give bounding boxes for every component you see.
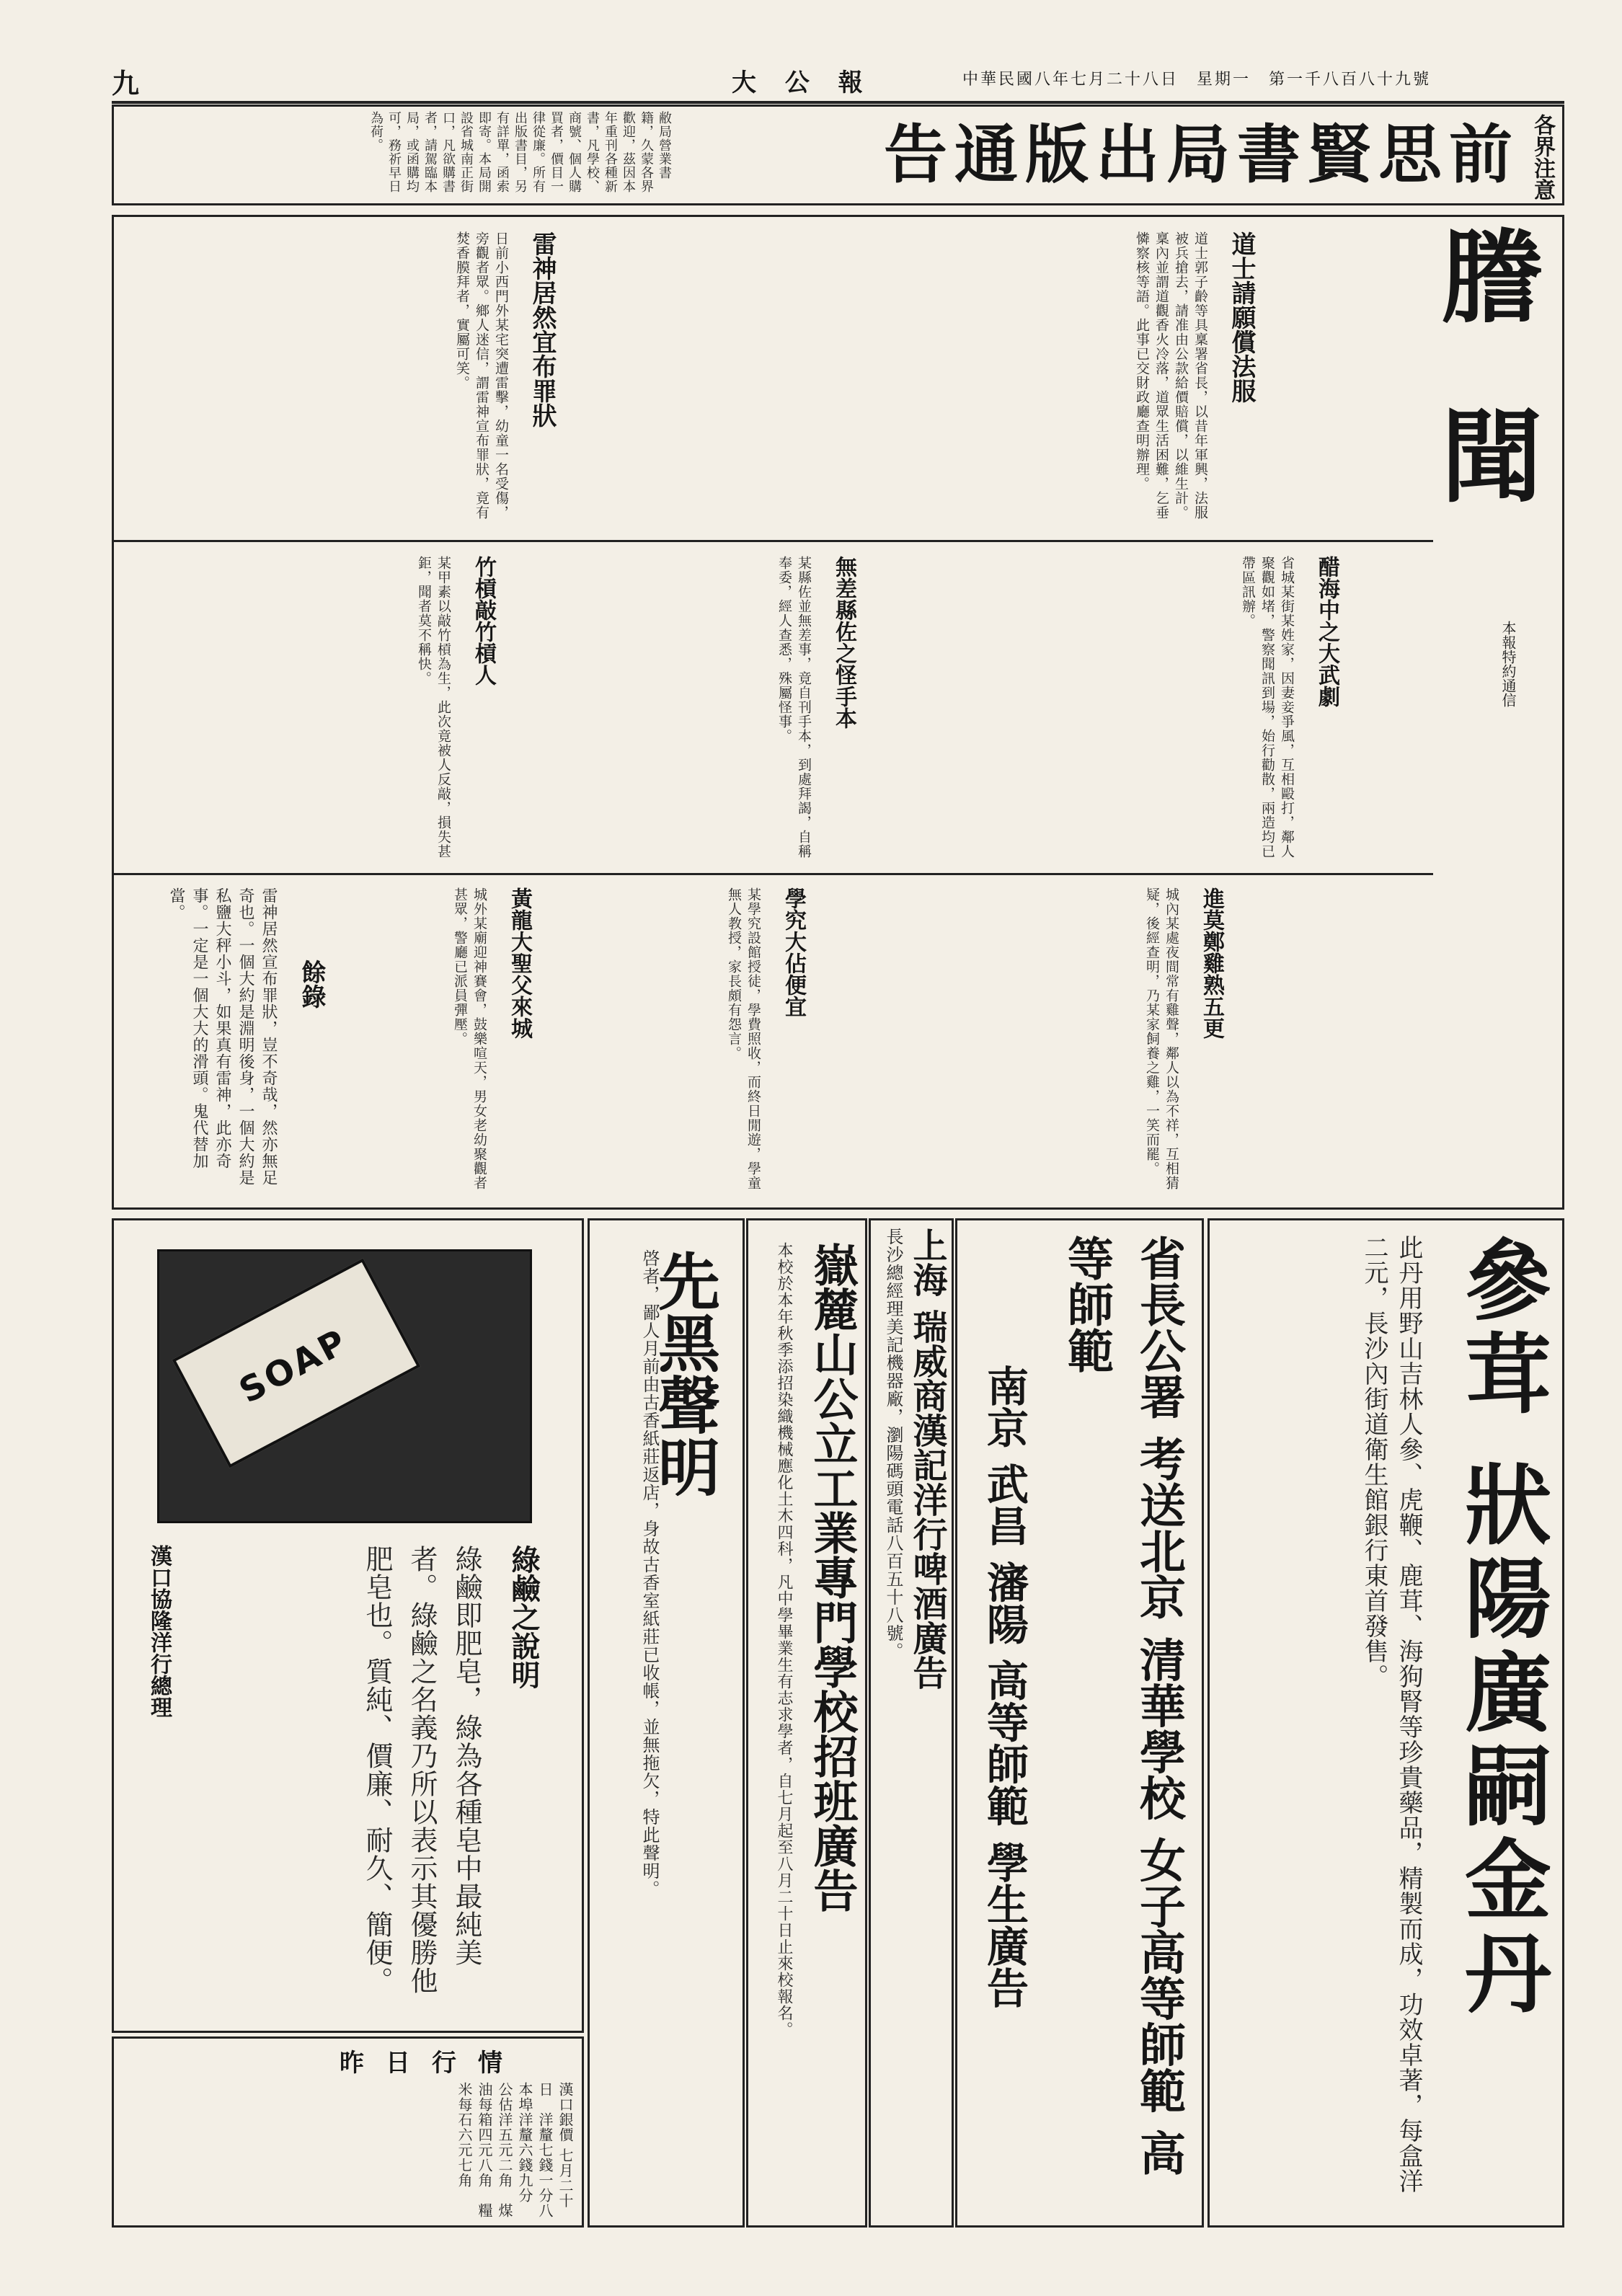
beer-ad bbox=[869, 1218, 954, 2228]
date-line: 中華民國八年七月二十八日 星期一 第一千八百八十九號 bbox=[962, 71, 1432, 89]
beer-ad-title: 上海 瑞威商漢記洋行啤酒廣告 bbox=[907, 1228, 947, 1690]
top-notice bbox=[112, 105, 1564, 205]
band-rule-1 bbox=[114, 540, 1433, 542]
xianhuang-title: 先黑聲明 bbox=[647, 1249, 720, 1497]
article-title: 道士請願償法服 bbox=[1227, 231, 1256, 403]
ads-area bbox=[112, 1218, 1564, 2233]
provincial-office-side: 南京 武昌 瀋陽 高等師範 學生廣告 bbox=[980, 1365, 1029, 2008]
paper-name: 大 公 報 bbox=[732, 68, 873, 97]
soap-title: 綠鹼之說明 bbox=[507, 1545, 541, 1689]
article-body: 某縣佐並無差事，竟自刊手本，到處拜謁，自稱奉委，經人查悉，殊屬怪事。 bbox=[776, 556, 812, 859]
section-title: 謄 聞 bbox=[1424, 224, 1543, 526]
top-notice-title: 前思賢書局出版通告 bbox=[883, 117, 1520, 192]
article-body: 某學究設館授徒，學費照收，而終日閒遊，學童無人教授，家長頗有怨言。 bbox=[726, 887, 761, 1190]
article-title: 進莫鄭雞熟五更 bbox=[1199, 887, 1224, 1039]
article-body: 某甲素以敲竹槓為生，此次竟被人反敲，損失甚鉅，聞者莫不稱快。 bbox=[416, 556, 451, 859]
pill-ad-title: 參茸 狀陽廣嗣金丹 bbox=[1450, 1235, 1552, 2022]
misc-title: 餘錄 bbox=[297, 959, 326, 1009]
top-notice-subtitle: 各界注意 bbox=[1530, 114, 1555, 200]
top-notice-body: 敝局營業書籍，久蒙各界歡迎，茲因本年重刊各種新書，凡學校、商號、個人購買者，價目一律從廉。所有出版書目，另有詳單，函索即寄。本局開設省城南正街口，凡欲購書者，請駕臨本局，或函購均可，務祈早日為荷。 bbox=[368, 111, 672, 193]
school-ad-title: 嶽麓山公立工業專門學校招班廣告 bbox=[806, 1242, 859, 1912]
article-body: 省城某街某姓家，因妻妾爭風，互相毆打，鄰人聚觀如堵，警察聞訊到場，始行勸散，兩造均已帶區訊辦。 bbox=[1240, 556, 1295, 859]
market-title: 昨日行情 bbox=[340, 2049, 524, 2078]
market-report bbox=[112, 2036, 584, 2233]
pill-ad bbox=[1207, 1218, 1564, 2228]
article-body: 城外某廟迎神賽會，鼓樂喧天，男女老幼聚觀者甚眾，警廳已派員彈壓。 bbox=[452, 887, 487, 1190]
school-ad bbox=[746, 1218, 867, 2228]
misc-body: 雷神居然宣布罪狀，豈不奇哉，然亦無足奇也。一個大約是淵明後身，一個大約是私鹽大秤小斗，如果真有雷神，此亦奇事。一定是一個大大的滑頭。鬼代替加當。 bbox=[167, 887, 278, 1186]
article-body: 城內某處夜間常有雞聲，鄰人以為不祥，互相猜疑，後經查明，乃某家飼養之雞，一笑而罷。 bbox=[1144, 887, 1179, 1190]
article-title: 雷神居然宜布罪狀 bbox=[528, 231, 557, 427]
soap-ad bbox=[112, 1218, 584, 2033]
masthead bbox=[112, 61, 1561, 97]
article-body: 日前小西門外某宅突遭雷擊，幼童一名受傷，旁觀者眾。鄉人迷信，謂雷神宣布罪狀，竟有焚香膜拜者，實屬可笑。 bbox=[454, 231, 509, 520]
band-rule-2 bbox=[114, 873, 1433, 875]
school-ad-body: 本校於本年秋季添招染織機械應化土木四科，凡中學畢業生有志求學者，自七月起至八月二十日止來校報名。 bbox=[775, 1242, 793, 2038]
beer-ad-body: 長沙總經理美記機器廠，瀏陽碼頭電話八百五十八號。 bbox=[883, 1228, 903, 1660]
article-title: 醋海中之大武劇 bbox=[1314, 556, 1339, 707]
soap-image bbox=[157, 1249, 532, 1523]
xianhuang-ad bbox=[588, 1218, 745, 2228]
soap-agent: 漢口協隆洋行總理 bbox=[146, 1545, 172, 1718]
article-title: 黃龍大聖父來城 bbox=[507, 887, 532, 1039]
article-title: 無差縣佐之怪手本 bbox=[831, 556, 856, 729]
article-body: 道士郭子齡等具稟署省長，以昔年軍興，法服被兵搶去，請准由公款給價賠償，以維生計。稟內並謂道觀香火冷落，道眾生活困難，乞垂憐察核等語。此事已交財政廳查明辦理。 bbox=[1134, 231, 1208, 520]
section-tag: 本報特約通信 bbox=[1499, 621, 1517, 707]
soap-body: 綠鹼即肥皂，綠為各種皂中最純美者。綠鹼之名義乃所以表示其優勝他肥皂也。質純、價廉、耐久、簡便。 bbox=[361, 1545, 482, 1995]
pill-ad-body: 此丹用野山吉林人參、虎鞭、鹿茸、海狗腎等珍貴藥品，精製而成，功效卓著，每盒洋二元，長沙內街道衛生館銀行東首發售。 bbox=[1360, 1235, 1423, 2194]
soap-label: SOAP bbox=[232, 1321, 355, 1411]
article-title: 竹槓敲竹槓人 bbox=[471, 556, 496, 686]
provincial-office-ad bbox=[955, 1218, 1204, 2228]
provincial-office-title: 省長公署 考送北京 清華學校 女子高等師範 高等師範 bbox=[1060, 1235, 1186, 2176]
soap-bar-icon bbox=[172, 1259, 421, 1468]
news-area bbox=[112, 215, 1564, 1210]
article-title: 學究大佔便宜 bbox=[781, 887, 806, 1017]
masthead-rule bbox=[112, 101, 1564, 104]
xianhuang-body: 啓者，鄙人月前由古香紙莊返店，身故古香室紙莊已收帳，並無拖欠，特此聲明。 bbox=[639, 1249, 660, 1898]
market-body: 漢口銀價 七月二十日 洋釐七錢一分八 本埠洋釐六錢九分 公估洋五元二角 煤油每箱四元八角 糧米每石六元七角 bbox=[456, 2082, 574, 2233]
page-number: 九 bbox=[112, 67, 140, 99]
